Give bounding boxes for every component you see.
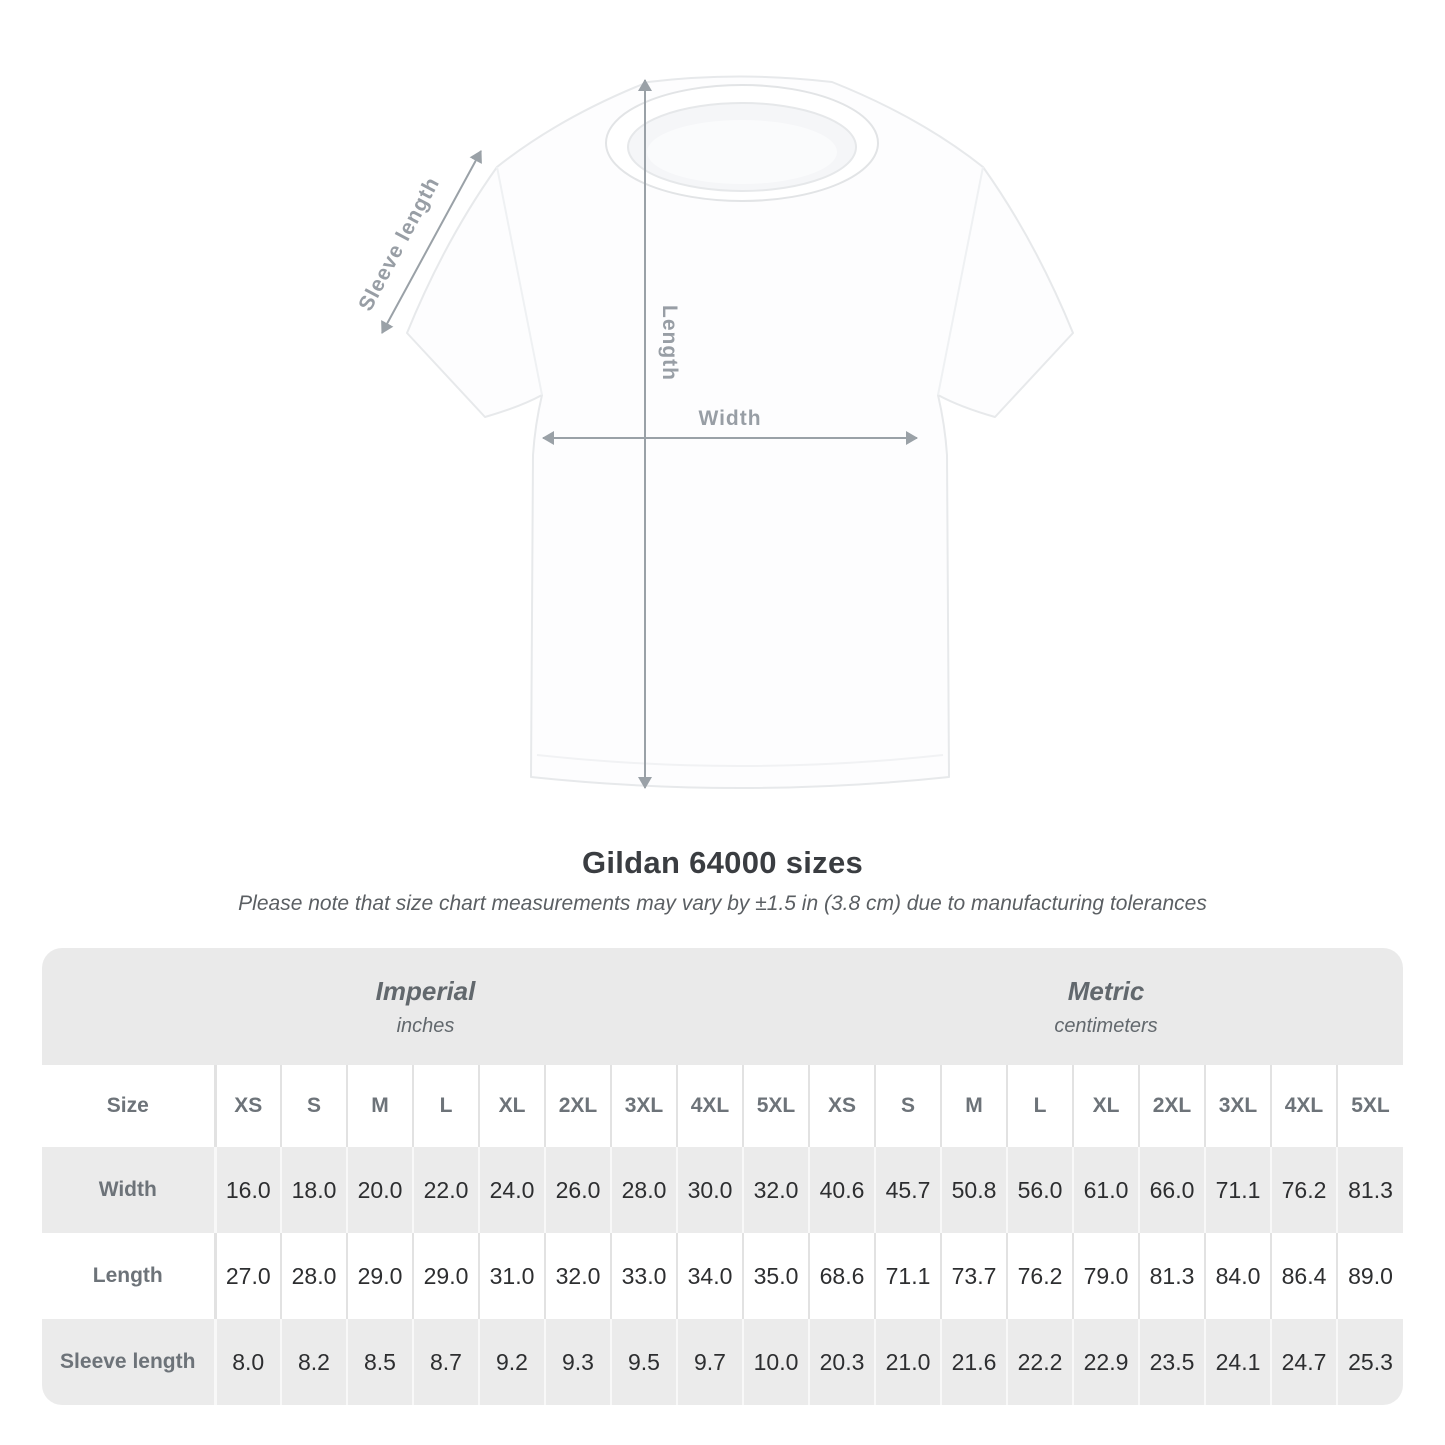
value-imperial-m: 29.0 — [347, 1233, 413, 1319]
value-imperial-xs: 27.0 — [215, 1233, 281, 1319]
size-table-container — [42, 948, 1403, 1405]
value-metric-s: 45.7 — [875, 1147, 941, 1233]
value-metric-5xl: 89.0 — [1348, 1262, 1393, 1289]
value-imperial-s: 28.0 — [281, 1233, 347, 1319]
value-metric-xl: 79.0 — [1073, 1233, 1139, 1319]
value-metric-2xl: 66.0 — [1139, 1147, 1205, 1233]
size-header-metric-m: M — [941, 1065, 1007, 1147]
unit-group-row — [42, 948, 1403, 1065]
size-header-imperial-3xl: 3XL — [611, 1065, 677, 1147]
value-imperial-3xl: 28.0 — [611, 1147, 677, 1233]
sleeve-length-measure-label: Sleeve length — [354, 173, 445, 315]
width-measure-label: Width — [698, 407, 762, 430]
value-metric-m: 73.7 — [941, 1233, 1007, 1319]
metric-label: Metric — [1067, 975, 1145, 1006]
row-label: Width — [42, 1147, 215, 1233]
value-metric-xl: 61.0 — [1073, 1147, 1139, 1233]
value-metric-5xl: 81.3 — [1348, 1176, 1393, 1203]
size-header-metric-3xl: 3XL — [1205, 1065, 1271, 1147]
value-metric-l: 76.2 — [1007, 1233, 1073, 1319]
size-header-metric-s: S — [875, 1065, 941, 1147]
value-imperial-2xl: 32.0 — [545, 1233, 611, 1319]
value-metric-4xl: 86.4 — [1271, 1233, 1337, 1319]
metric-group-header — [809, 948, 1403, 1065]
value-imperial-l: 22.0 — [413, 1147, 479, 1233]
value-metric-2xl: 81.3 — [1139, 1233, 1205, 1319]
value-imperial-xs: 16.0 — [215, 1147, 281, 1233]
size-header-imperial-m: M — [347, 1065, 413, 1147]
value-imperial-l: 29.0 — [413, 1233, 479, 1319]
tshirt-graphic — [345, 55, 1085, 815]
value-imperial-5xl: 32.0 — [743, 1147, 809, 1233]
value-metric-4xl: 24.7 — [1271, 1319, 1337, 1405]
value-metric-l: 56.0 — [1007, 1147, 1073, 1233]
metric-unit-label: centimeters — [1054, 1014, 1158, 1037]
value-imperial-l: 8.7 — [413, 1319, 479, 1405]
size-header-imperial-2xl: 2XL — [545, 1065, 611, 1147]
row-label: Sleeve length — [42, 1319, 215, 1405]
value-imperial-m: 8.5 — [347, 1319, 413, 1405]
shirt-diagram — [345, 55, 1085, 815]
value-metric-m: 50.8 — [941, 1147, 1007, 1233]
value-metric-xs: 20.3 — [809, 1319, 875, 1405]
value-imperial-m: 20.0 — [347, 1147, 413, 1233]
value-imperial-xl: 24.0 — [479, 1147, 545, 1233]
collar-inner-back — [647, 120, 837, 184]
size-header-imperial-xl: XL — [479, 1065, 545, 1147]
value-metric-2xl: 23.5 — [1139, 1319, 1205, 1405]
value-metric-s: 21.0 — [875, 1319, 941, 1405]
value-imperial-xl: 9.2 — [479, 1319, 545, 1405]
imperial-group-header — [42, 948, 809, 1065]
imperial-label: Imperial — [375, 975, 476, 1006]
value-imperial-5xl: 10.0 — [743, 1319, 809, 1405]
size-header-imperial-4xl: 4XL — [677, 1065, 743, 1147]
value-imperial-4xl: 30.0 — [677, 1147, 743, 1233]
size-header-metric-2xl: 2XL — [1139, 1065, 1205, 1147]
value-metric-4xl: 76.2 — [1271, 1147, 1337, 1233]
value-imperial-s: 18.0 — [281, 1147, 347, 1233]
value-metric-3xl: 84.0 — [1205, 1233, 1271, 1319]
imperial-unit-label: inches — [396, 1014, 455, 1037]
size-header-imperial-s: S — [281, 1065, 347, 1147]
value-metric-m: 21.6 — [941, 1319, 1007, 1405]
value-imperial-xl: 31.0 — [479, 1233, 545, 1319]
value-metric-5xl: 25.3 — [1348, 1348, 1393, 1375]
measurement-row-length — [42, 1233, 1403, 1319]
size-header-metric-xs: XS — [809, 1065, 875, 1147]
value-imperial-2xl: 26.0 — [545, 1147, 611, 1233]
size-header-metric-5xl: 5XL — [1351, 1094, 1390, 1117]
size-header-imperial-xs: XS — [215, 1065, 281, 1147]
value-metric-3xl: 71.1 — [1205, 1147, 1271, 1233]
value-imperial-s: 8.2 — [281, 1319, 347, 1405]
value-metric-l: 22.2 — [1007, 1319, 1073, 1405]
value-imperial-xs: 8.0 — [215, 1319, 281, 1405]
value-metric-xl: 22.9 — [1073, 1319, 1139, 1405]
page-title: Gildan 64000 sizes — [581, 845, 864, 880]
size-header-metric-xl: XL — [1073, 1065, 1139, 1147]
size-header-metric-4xl: 4XL — [1271, 1065, 1337, 1147]
value-imperial-5xl: 35.0 — [743, 1233, 809, 1319]
value-imperial-3xl: 9.5 — [611, 1319, 677, 1405]
value-metric-3xl: 24.1 — [1205, 1319, 1271, 1405]
value-imperial-4xl: 9.7 — [677, 1319, 743, 1405]
size-header-metric-l: L — [1007, 1065, 1073, 1147]
value-imperial-2xl: 9.3 — [545, 1319, 611, 1405]
row-label: Length — [42, 1233, 215, 1319]
measurement-row-sleeve-length — [42, 1319, 1403, 1405]
length-measure-label: Length — [658, 305, 681, 381]
size-header-imperial-5xl: 5XL — [743, 1065, 809, 1147]
size-column-header: Size — [42, 1065, 215, 1147]
value-metric-xs: 68.6 — [809, 1233, 875, 1319]
size-header-imperial-l: L — [413, 1065, 479, 1147]
tolerance-note: Please note that size chart measurements may vary by ±1.5 in (3.8 cm) due to manufacturing tolerances — [238, 892, 1207, 915]
value-metric-xs: 40.6 — [809, 1147, 875, 1233]
value-imperial-3xl: 33.0 — [611, 1233, 677, 1319]
size-table — [42, 948, 1403, 1405]
measurement-row-width — [42, 1147, 1403, 1233]
size-header-row — [42, 1065, 1403, 1147]
value-metric-s: 71.1 — [875, 1233, 941, 1319]
value-imperial-4xl: 34.0 — [677, 1233, 743, 1319]
